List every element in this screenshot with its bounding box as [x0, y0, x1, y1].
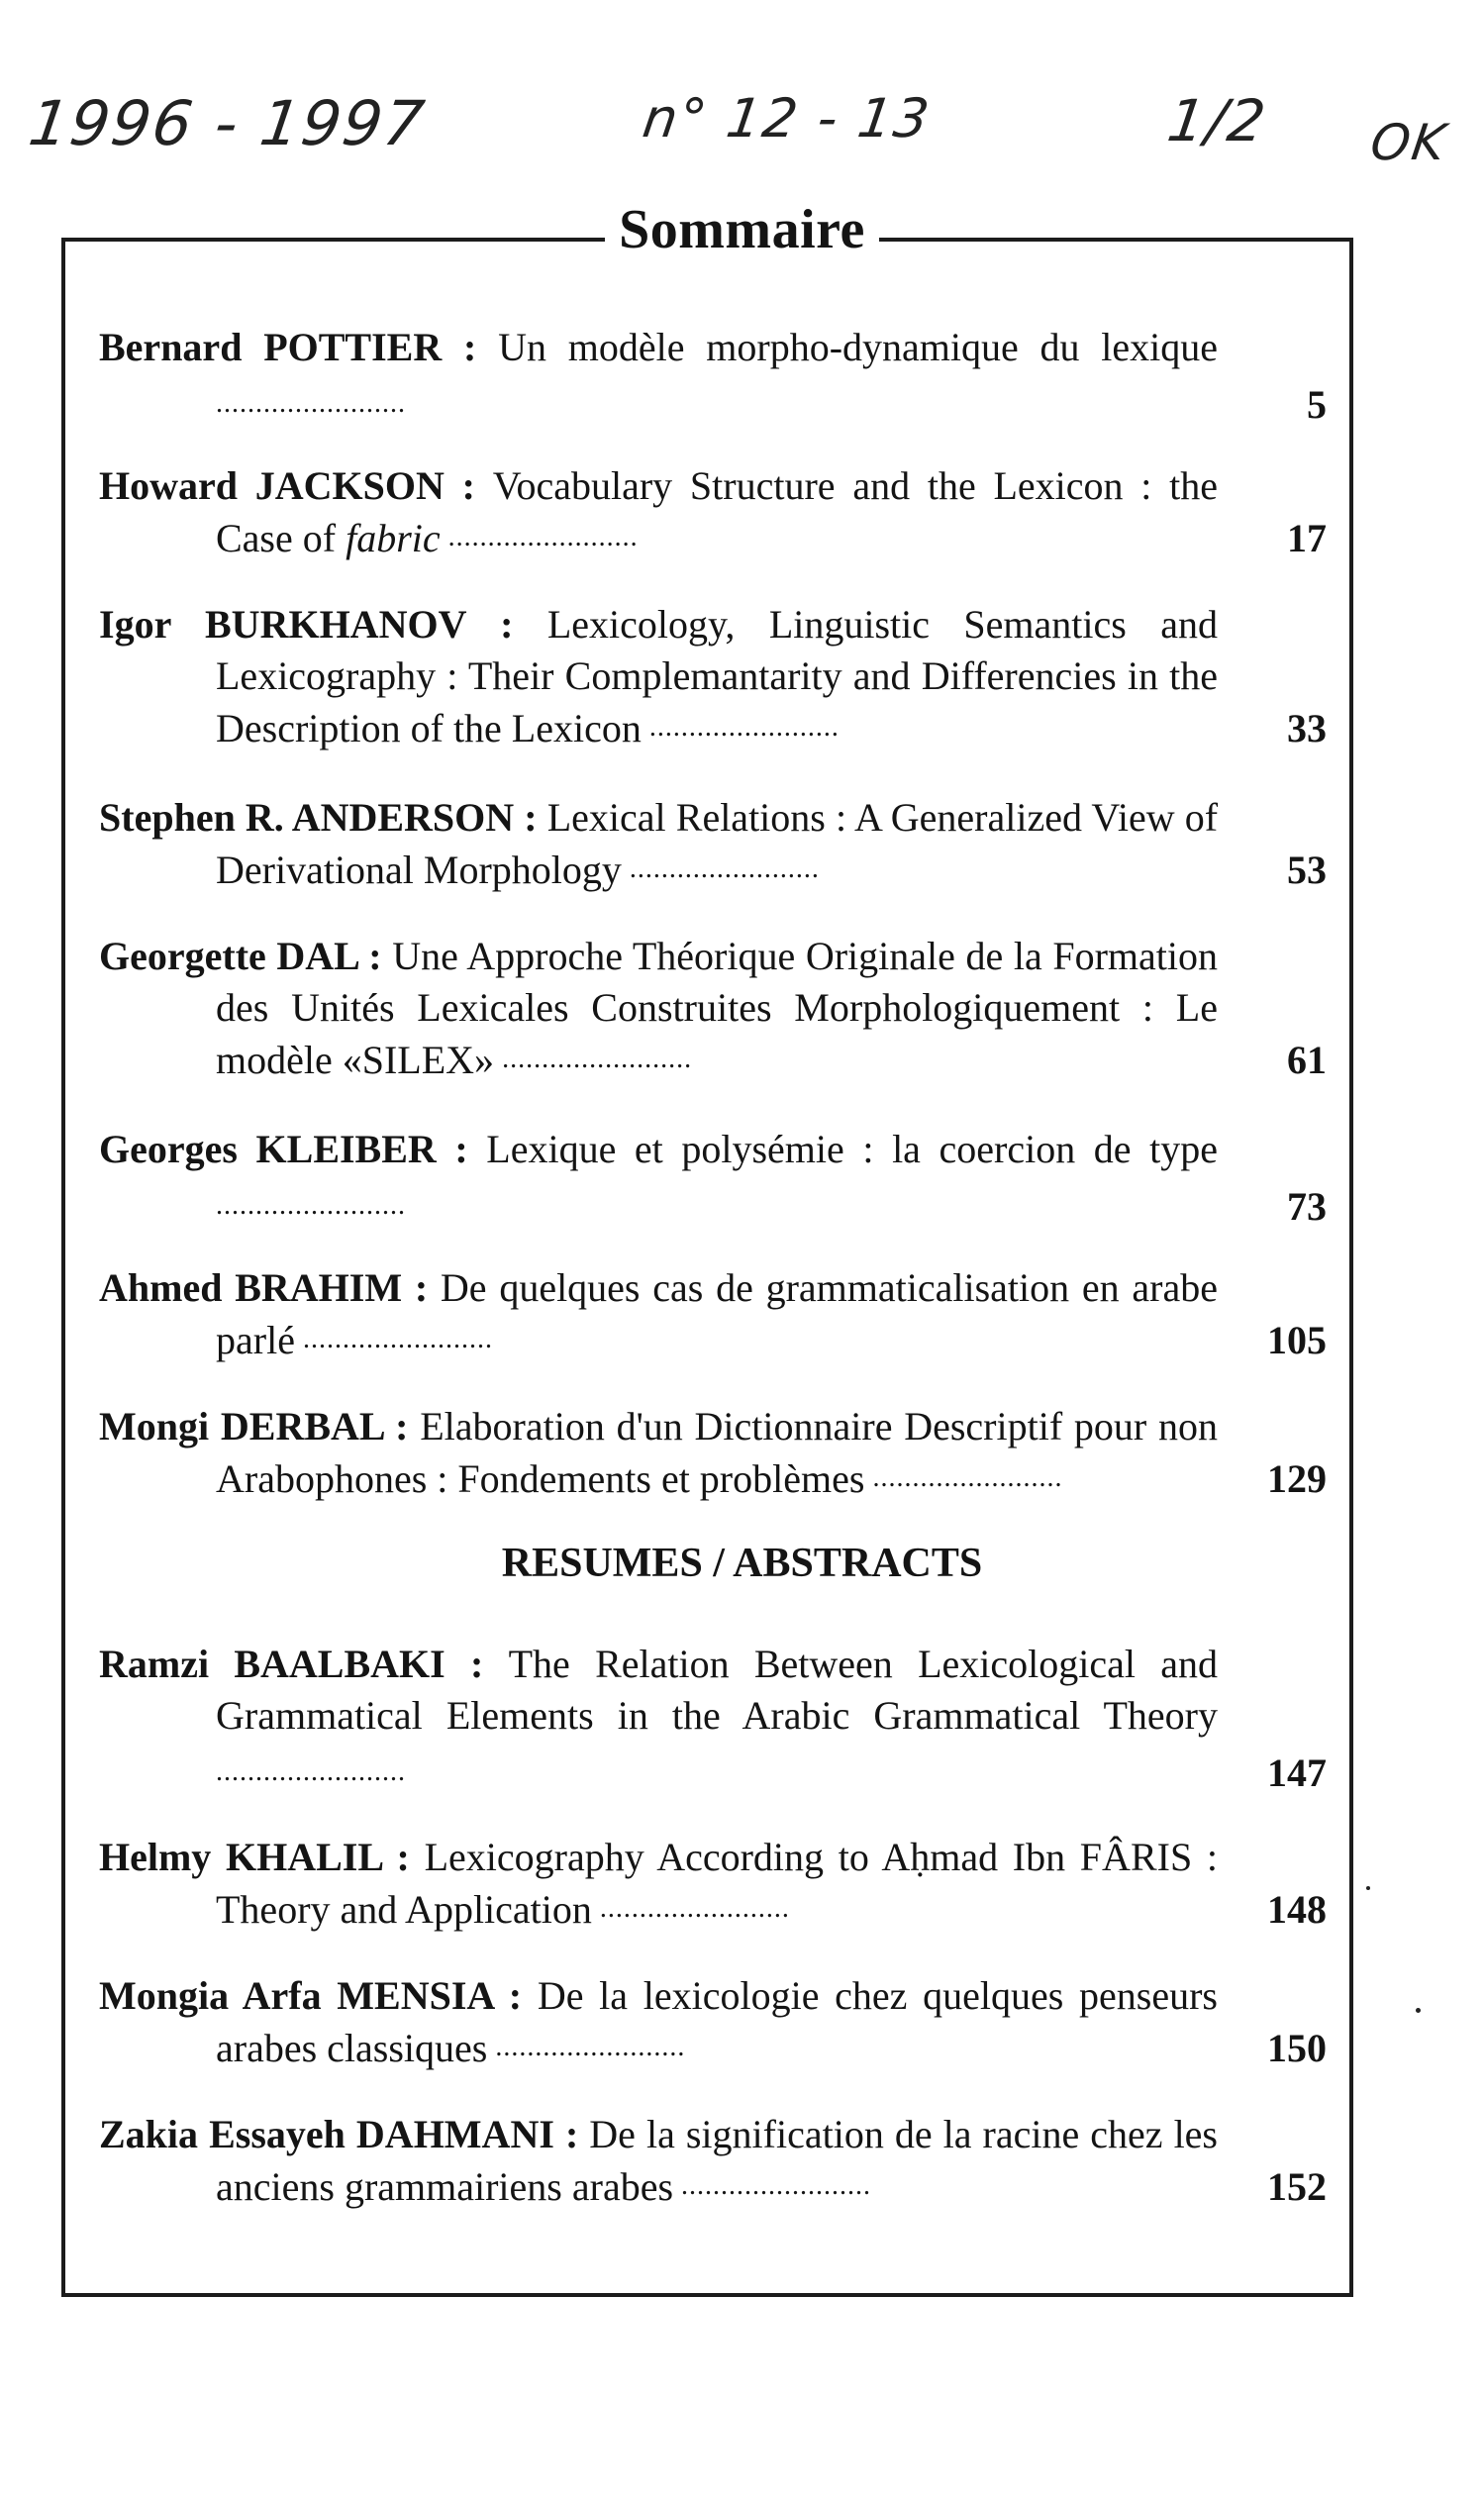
entry-author: Georges KLEIBER [99, 1127, 437, 1171]
toc-entry [99, 599, 1327, 754]
dot-leader: ........................ [591, 1893, 790, 1924]
entry-title: De la lexicologie chez quelques penseurs arabes classiques [216, 1973, 1218, 2070]
entry-page-number: 5 [1307, 382, 1327, 427]
entry-separator: : [445, 1642, 509, 1686]
handwritten-years: 1996 - 1997 [24, 87, 431, 159]
entry-title: Vocabulary Structure and the Lexicon : the Case of [216, 463, 1219, 560]
entry-text [99, 1970, 1218, 2074]
dot-leader: ........................ [216, 1190, 406, 1221]
entry-page-number: 53 [1287, 848, 1327, 892]
entry-text [99, 1639, 1218, 1799]
entry-author: Helmy KHALIL [99, 1835, 382, 1879]
toc-entry [99, 1262, 1327, 1366]
entry-title-italic: fabric [346, 516, 441, 560]
dot-leader: ........................ [294, 1324, 493, 1354]
entry-text [99, 322, 1218, 431]
entry-author: Ramzi BAALBAKI [99, 1642, 445, 1686]
entry-page-number: 148 [1267, 1887, 1327, 1932]
entry-title: Lexicography According to Aḥmad Ibn FÂRIS : Theory and Application [216, 1835, 1218, 1932]
entry-page-number: 33 [1287, 706, 1327, 750]
entry-author: Bernard POTTIER [99, 325, 443, 369]
entry-author: Igor BURKHANOV [99, 602, 466, 647]
dot-leader: ........................ [440, 522, 639, 552]
dot-leader: ........................ [621, 853, 820, 884]
entry-text [99, 1262, 1218, 1366]
dot-leader: ........................ [216, 388, 406, 419]
entry-title: Lexique et polysémie : la coercion de type [486, 1127, 1218, 1171]
entry-author: Ahmed BRAHIM [99, 1265, 403, 1310]
toc-entry [99, 1639, 1327, 1799]
toc-entry [99, 322, 1327, 431]
entry-separator: : [383, 1404, 421, 1448]
entry-author: Mongi DERBAL [99, 1404, 384, 1448]
entry-separator: : [444, 463, 493, 508]
toc-entry [99, 1970, 1327, 2074]
title-wrap [0, 198, 1484, 261]
toc-entry [99, 1401, 1327, 1505]
handwritten-issue: n° 12 - 13 [639, 87, 936, 150]
entry-separator: : [465, 602, 547, 647]
toc-entry [99, 1124, 1327, 1233]
handwritten-ok: OK [1366, 114, 1451, 171]
entry-text [99, 931, 1218, 1086]
toc-entry [99, 460, 1327, 564]
section-heading: RESUMES / ABSTRACTS [501, 1541, 983, 1586]
entry-page-number: 147 [1267, 1750, 1327, 1795]
entry-text [99, 1124, 1218, 1233]
entry-title: Un modèle morpho-dynamique du lexique [498, 325, 1219, 369]
scan-speck [1416, 2008, 1421, 2013]
dot-leader: ........................ [494, 1044, 693, 1074]
entry-text [99, 2109, 1218, 2213]
entry-author: Mongia Arfa MENSIA [99, 1973, 494, 2018]
dot-leader: ........................ [641, 712, 840, 743]
entry-separator: : [493, 1973, 538, 2018]
entry-page-number: 17 [1287, 516, 1327, 560]
entry-page-number: 73 [1287, 1184, 1327, 1229]
entry-author: Zakia Essayeh DAHMANI [99, 2112, 554, 2156]
entry-text [99, 599, 1218, 754]
entry-page-number: 61 [1287, 1038, 1327, 1082]
entry-page-number: 105 [1267, 1318, 1327, 1362]
entry-page-number: 150 [1267, 2026, 1327, 2070]
entry-title: Lexicology, Linguistic Semantics and Lexicography : Their Complemantarity and Differencies in the Description of the Lexicon [216, 602, 1218, 750]
entry-text [99, 1832, 1218, 1936]
entry-separator: : [436, 1127, 487, 1171]
toc-entry [99, 931, 1327, 1086]
entry-title: De quelques cas de grammaticalisation en arabe parlé [216, 1265, 1218, 1362]
entry-page-number: 129 [1267, 1456, 1327, 1501]
entry-separator: : [442, 325, 499, 369]
entry-author: Georgette DAL [99, 934, 358, 978]
toc-entry [99, 1832, 1327, 1936]
entry-separator: : [514, 795, 547, 840]
scan-speck [1366, 1886, 1370, 1890]
dot-leader: ........................ [673, 2170, 872, 2201]
dot-leader: ........................ [487, 2032, 686, 2062]
entry-separator: : [402, 1265, 441, 1310]
entry-title: The Relation Between Lexicological and Grammatical Elements in the Arabic Grammatical Theory [216, 1642, 1219, 1738]
toc-entry [99, 2109, 1327, 2213]
toc-entry [99, 792, 1327, 896]
entry-text [99, 1401, 1218, 1505]
entry-page-number: 152 [1267, 2164, 1327, 2209]
entry-text [99, 460, 1218, 564]
page-title: Sommaire [605, 198, 879, 261]
entry-title: Lexical Relations : A Generalized View of Derivational Morphology [216, 795, 1219, 892]
dot-leader: ........................ [216, 1756, 406, 1787]
entry-text [99, 792, 1218, 896]
entry-title: De la signification de la racine chez les anciens grammairiens arabes [216, 2112, 1218, 2209]
entry-separator: : [553, 2112, 590, 2156]
entry-title: Elaboration d'un Dictionnaire Descriptif pour non Arabophones : Fondements et problèmes [216, 1404, 1218, 1501]
entry-title: Une Approche Théorique Originale de la Formation des Unités Lexicales Construites Morphologiquement : Le modèle «SILEX» [216, 934, 1219, 1082]
entry-separator: : [381, 1835, 425, 1879]
entry-separator: : [357, 934, 393, 978]
entry-author: Stephen R. ANDERSON [99, 795, 515, 840]
handwritten-part: 1/2 [1163, 87, 1272, 154]
dot-leader: ........................ [864, 1462, 1063, 1493]
entry-author: Howard JACKSON [99, 463, 445, 508]
